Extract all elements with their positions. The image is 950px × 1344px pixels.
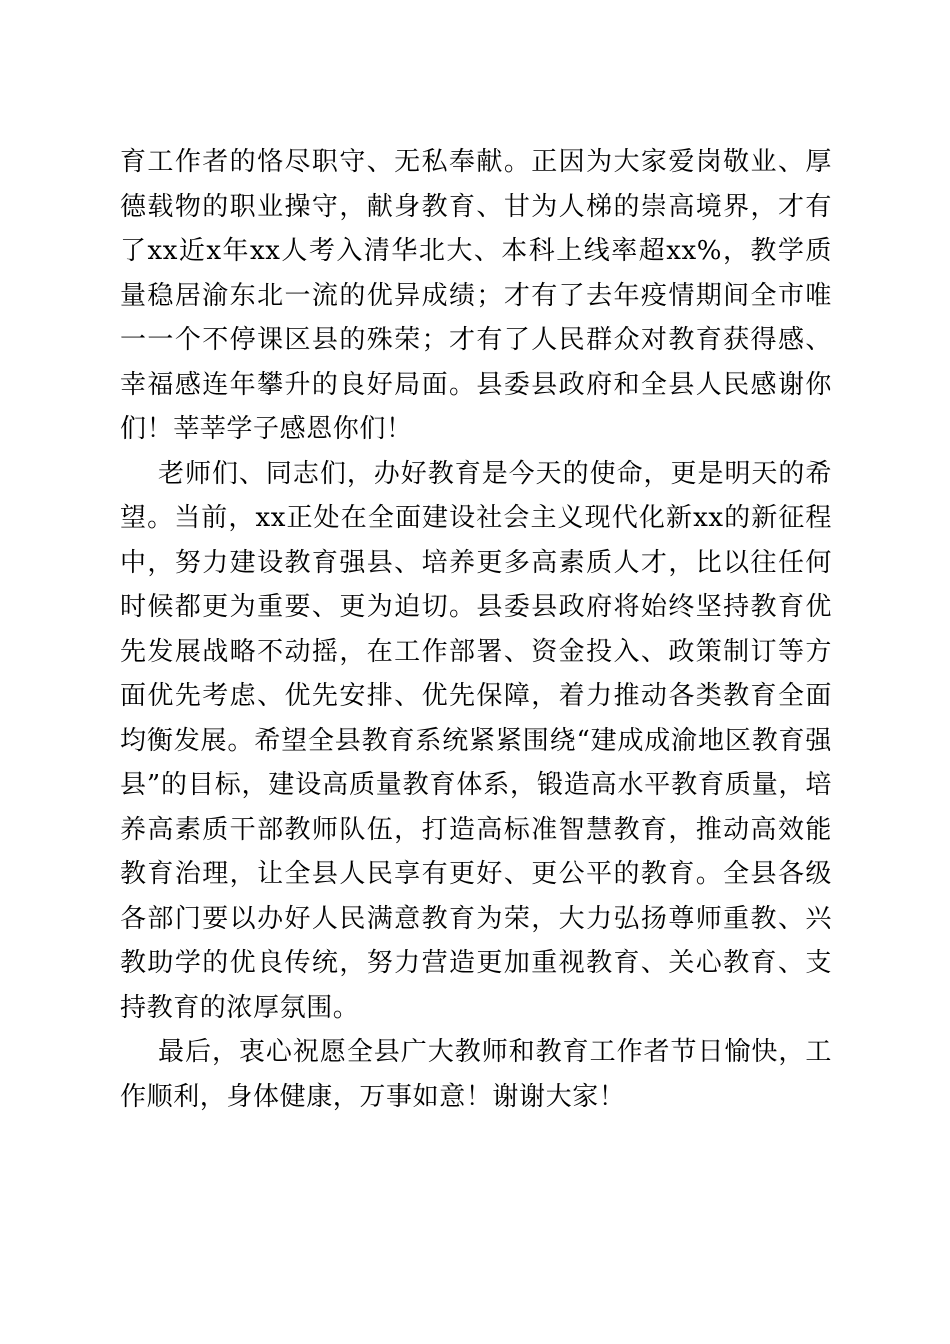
document-body [120,140,832,1119]
paragraph-education-mission: 老师们、同志们，办好教育是今天的使命，更是明天的希望。当前，xx正处在全面建设社会主义现代化新xx的新征程中，努力建设教育强县、培养更多高素质人才，比以往任何时候都更为重要、更为迫切。县委县政府将始终坚持教育优先发展战略不动摇，在工作部署、资金投入、政策制订等方面优先考虑、优先安排、优先保障，着力推动各类教育全面均衡发展。希望全县教育系统紧紧围绕“建成成渝地区教育强县”的目标，建设高质量教育体系，锻造高水平教育质量，培养高素质干部教师队伍，打造高标准智慧教育，推动高效能教育治理，让全县人民享有更好、更公平的教育。全县各级各部门要以办好人民满意教育为荣，大力弘扬尊师重教、兴教助学的优良传统，努力营造更加重视教育、关心教育、支持教育的浓厚氛围。 [120,458,832,1023]
paragraph-continuation: 育工作者的恪尽职守、无私奉献。正因为大家爱岗敬业、厚德载物的职业操守，献身教育、甘为人梯的崇高境界，才有了xx近x年xx人考入清华北大、本科上线率超xx%，教学质量稳居渝东北一流的优异成绩；才有了去年疫情期间全市唯一一个不停课区县的殊荣；才有了人民群众对教育获得感、幸福感连年攀升的良好局面。县委县政府和全县人民感谢你们！莘莘学子感恩你们！ [120,147,832,444]
paragraph-closing-wishes: 最后，衷心祝愿全县广大教师和教育工作者节日愉快，工作顺利，身体健康，万事如意！谢谢大家！ [120,1037,832,1112]
